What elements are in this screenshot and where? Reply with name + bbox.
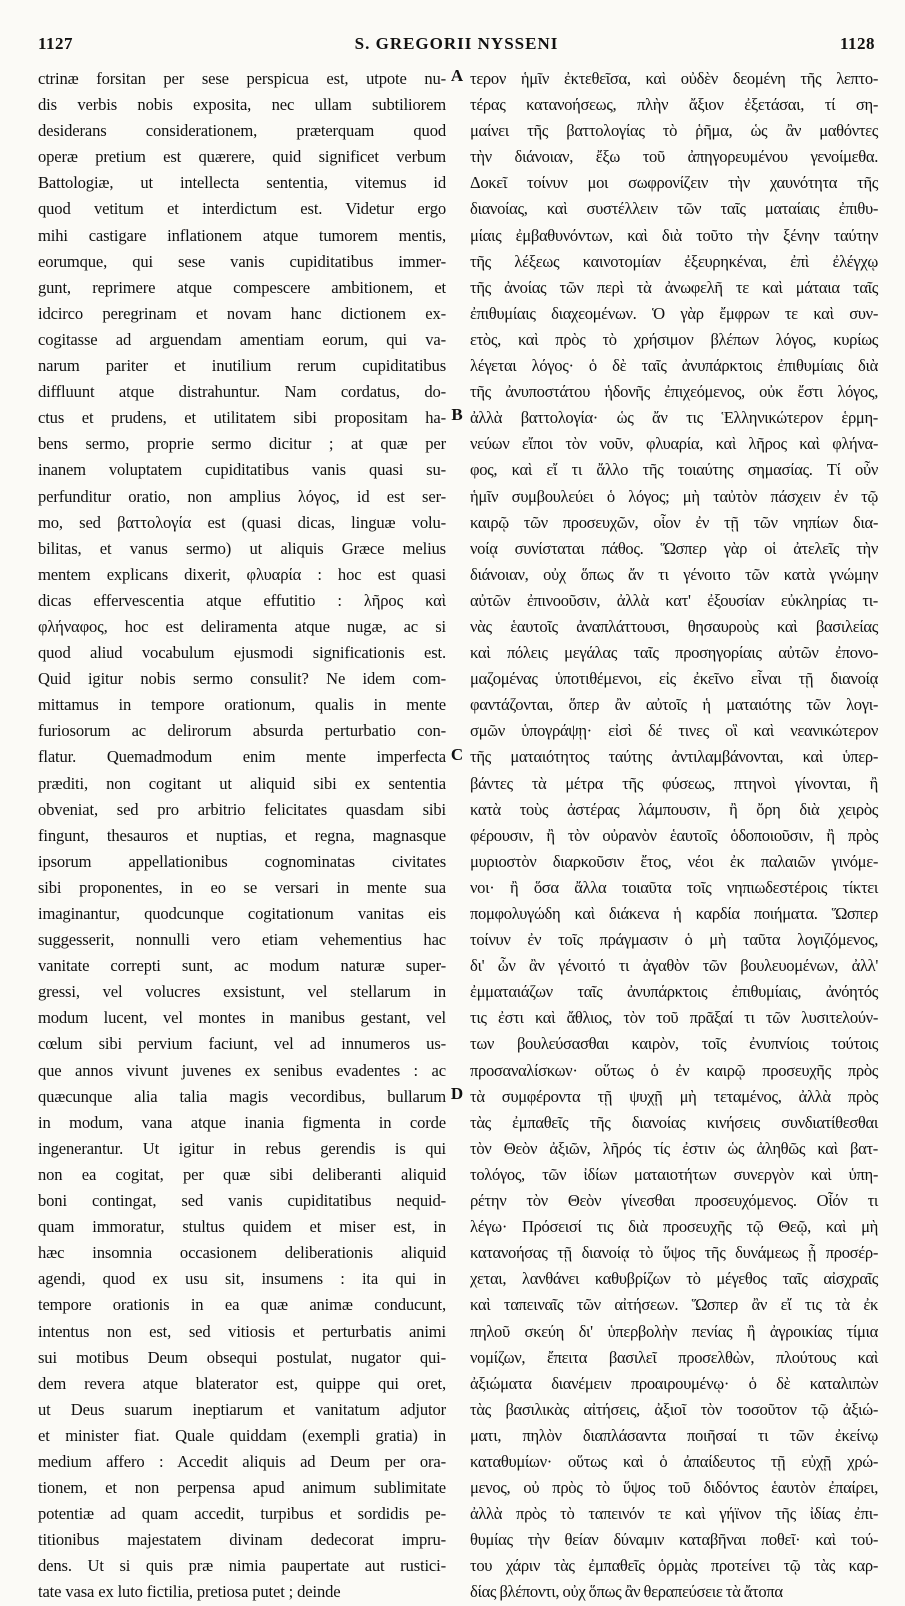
latin-text-line: tempore orationis in ea quæ animæ conducunt, xyxy=(38,1295,446,1315)
greek-text-line: των βουλεύσασθαι καιρὸν, τοῖς ἐνυπνίοις τούτοις xyxy=(470,1034,878,1054)
latin-text-line: ut Deus suarum ineptiarum et vanitatum adjutor xyxy=(38,1399,446,1419)
latin-text-line: ctus et prudens, et utilitatem sibi propositam ha- xyxy=(38,408,446,428)
latin-text-line: desiderans considerationem, præterquam quod xyxy=(38,121,446,141)
latin-text-line: mo, sed βαττολογία est (quasi dicas, linguæ volu- xyxy=(38,512,446,532)
latin-text-line: quam immoratur, stultus quidem et miser est, in xyxy=(38,1217,446,1237)
greek-text-line: προσαναλίσκων· οὕτως ὁ ἐν καιρῷ προσευχῆς πρὸς xyxy=(470,1060,878,1080)
greek-text-line: ἀλλὰ πρὸς τὸ ταπεινόν τε καὶ γήϊνον τῆς ἰδίας ἐπι- xyxy=(470,1504,878,1524)
latin-text-line: suggesserit, nonnulli vero etiam vehementius hac xyxy=(38,930,446,950)
latin-text-line: Battologiæ, ut intellecta sententia, vitemus id xyxy=(38,173,446,193)
greek-text-line: μενος, οὐ πρὸς τὸ ὕψος τοῦ διδόντος ἑαυτὸν ἐπαίρει, xyxy=(470,1478,878,1498)
latin-text-line: mittamus in tempore orationum, qualis in mente xyxy=(38,695,446,715)
latin-text-line: et minister fiat. Quale quiddam (exempli gratia) in xyxy=(38,1425,446,1445)
margin-marker-d: D xyxy=(450,1084,464,1103)
greek-text-line: φαντάζονται, ὅπερ ἂν αὐτοῖς ἡ ματαιότης τῶν λογι- xyxy=(470,695,878,715)
latin-text-line: φλήναφος, hoc est deliramenta atque nugæ, ac si xyxy=(38,616,446,636)
latin-column xyxy=(38,66,446,1602)
latin-text-line: cogitasse ad arguendam amentiam eorum, qui va- xyxy=(38,329,446,349)
greek-text-line: κατὰ τοὺς ἀστέρας λάμπουσιν, ἢ ὄρη διὰ χειρὸς xyxy=(470,799,878,819)
latin-text-line: obveniat, sed pro arbitrio felicitates quasdam sibi xyxy=(38,799,446,819)
greek-text-line: μίαις ἐμβαθυνόντων, καὶ διὰ τοῦτο τὴν ξένην ταύτην xyxy=(470,225,878,245)
greek-text-line: πομφολυγώδη καὶ διάκενα ἡ καρδία ποιήματα. Ὥσπερ xyxy=(470,904,878,923)
greek-text-line: τὰς ἐμπαθεῖς τῆς διανοίας κινήσεις συνδιατίθεσθαι xyxy=(470,1112,878,1132)
latin-text-line: titionibus majestatem divinam dedecorat impru- xyxy=(38,1530,446,1550)
greek-text-line: τὰ συμφέροντα τῇ ψυχῇ μὴ τεταμένος, ἀλλὰ πρὸς xyxy=(470,1086,878,1106)
greek-text-line: τὴν διάνοιαν, ἔξω τοῦ ἀπηγορευμένου γενοίμεθα. xyxy=(470,147,878,167)
latin-text-line: imaginantur, quodcunque cogitationum vanitas eis xyxy=(38,904,446,923)
greek-text-line: ετὸς, καὶ πρὸς τὸ χρήσιμον βλέπων λόγος, κυρίως xyxy=(470,329,878,349)
greek-text-line: θυμίας τὴν θείαν δύναμιν καταβῆναι ποθεῖ· καὶ τού- xyxy=(470,1530,878,1550)
latin-text-line: quæcunque alia talia magis vecordibus, bullarum xyxy=(38,1086,446,1106)
greek-text-line: τῆς ἀνυποστάτου ἡδονῆς ἐπιχεόμενος, οὐκ ἔστι λόγος, xyxy=(470,382,878,402)
greek-text-line: καταθυμίων· οὕτως καὶ ὁ ἀπαίδευτος τῇ εὐχῇ χρώ- xyxy=(470,1451,878,1471)
greek-text-line: του χάριν τὰς ἐμπαθεῖς ὁρμὰς προτείνει τῷ τὰς καρ- xyxy=(470,1556,878,1576)
latin-text-line: dis verbis nobis exposita, nec ullam subtiliorem xyxy=(38,95,446,115)
latin-text-line: mihi castigare inflationem atque tumorem mentis, xyxy=(38,225,446,245)
latin-text-line: gressi, vel volucres exsistunt, vel stellarum in xyxy=(38,982,446,1002)
latin-text-line: furiosorum ac delirorum absurda perturbatio con- xyxy=(38,721,446,741)
greek-text-line: νομίζων, ἔπειτα βασιλεῖ προσελθὼν, πλούτους καὶ xyxy=(470,1347,878,1367)
margin-marker-b: B xyxy=(451,405,463,424)
latin-text-line: vanitate correpti sunt, ac modum naturæ super- xyxy=(38,956,446,976)
latin-text-line: perfunditur oratio, non amplius λόγος, id est ser- xyxy=(38,486,446,506)
greek-text-line: ρέτην τὸν Θεὸν γίνεσθαι προσευχόμενος. Οἷόν τι xyxy=(470,1191,878,1211)
latin-text-line: eorumque, qui sese vanis cupiditatibus immer- xyxy=(38,251,446,271)
latin-text-line: hæc insomnia occasionem deliberationis aliquid xyxy=(38,1243,446,1263)
latin-text-line: gunt, reprimere atque compescere ambitionem, et xyxy=(38,277,446,297)
greek-text-line: λέγω· Πρόσεισί τις διὰ προσευχῆς τῷ Θεῷ, καὶ μὴ xyxy=(470,1217,878,1237)
latin-text-line: ctrinæ forsitan per sese perspicua est, utpote nu- xyxy=(38,69,446,88)
greek-text-line: τερον ἡμῖν ἐκτεθεῖσα, καὶ οὐδὲν δεομένη τῆς λεπτο- xyxy=(470,69,878,88)
latin-text-line: modum lucent, vel montes in manibus gestant, vel xyxy=(38,1008,446,1028)
greek-text-line: τὸν Θεὸν ἀξιῶν, λῆρός τίς ἐστιν ὡς ἀληθῶς καὶ βατ- xyxy=(470,1138,878,1158)
greek-text-line: νὰς ἑαυτοῖς ἀναπλάττουσι, θησαυροὺς καὶ βασιλείας xyxy=(470,616,878,636)
greek-text-line: μυριοστὸν διαρκοῦσιν ἔτος, νέοι ἐκ παλαιῶν γινόμε- xyxy=(470,851,878,871)
latin-text-line: dens. Ut si quis præ nimia paupertate aut rustici- xyxy=(38,1556,446,1576)
greek-text-line: ἀξιώματα διανέμειν προαιρουμένῳ· ὁ δὲ καταλιπὼν xyxy=(470,1373,878,1393)
latin-text-line: non ea cogitat, per quæ sibi deliberanti aliquid xyxy=(38,1164,446,1184)
latin-text-line: que annos vivunt juvenes ex senibus evadentes : ac xyxy=(38,1060,446,1080)
greek-text-line: καὶ ταπειναῖς τῶν αἰτήσεων. Ὥσπερ ἂν εἴ τις τὰ ἐκ xyxy=(470,1295,878,1315)
latin-text-line: mentem explicans dixerit, φλυαρία : hoc est quasi xyxy=(38,564,446,584)
greek-text-line: ἐμματαιάζων ταῖς ἀνυπάρκτοις ἐπιθυμίαις, ἀνόητός xyxy=(470,982,878,1002)
greek-text-line: τολόγος, τῶν ἰδίων ματαιοτήτων συνεργὸν καὶ ὑπη- xyxy=(470,1164,878,1184)
greek-text-line: κατανοήσας τῇ διανοίᾳ τὸ ὕψος τῆς δυνάμεως ᾗ προσέρ- xyxy=(470,1243,878,1263)
latin-text-line: tionem, et non perpensa apud animum sublimitate xyxy=(38,1478,446,1498)
greek-text-line: τῆς ματαιότητος ταύτης ἀντιλαμβάνονται, καὶ ὑπερ- xyxy=(470,747,878,767)
greek-text-line: νοι· ἢ ὅσα ἄλλα τοιαῦτα τοῖς νηπιωδεστέροις τίκτει xyxy=(470,877,878,897)
greek-text-line: τὰς βασιλικὰς αἰτήσεις, ἀξιοῖ τὸν τοσοῦτον τῷ ἀξιώ- xyxy=(470,1399,878,1419)
greek-text-line: τέρας κατανοήσεως, πλὴν ἄξιον ἐξετάσαι, τί ση- xyxy=(470,95,878,115)
greek-text-line: καιρῷ τῶν προσευχῶν, οἷον ἐν τῇ τῶν νηπίων δια- xyxy=(470,512,878,532)
latin-text-line: intentus non est, sed vitiosis et perturbatis animi xyxy=(38,1321,446,1341)
latin-text-line: dicas effervescentia atque effutitio : λῆρος καὶ xyxy=(38,590,446,610)
greek-text-line: χεται, λανθάνει καθυβρίζων τὸ μέγεθος ταῖς αἰσχραῖς xyxy=(470,1269,878,1289)
latin-text-line: sibi proponentes, in eo se versari in mente sua xyxy=(38,877,446,897)
latin-text-line: flatur. Quemadmodum enim mente imperfecta xyxy=(38,747,446,767)
greek-text-line: νεύων εἴποι τὸν νοῦν, φλυαρία, καὶ λῆρος καὶ φλήνα- xyxy=(470,434,878,454)
latin-text-line: idcirco peregrinam et novam hanc dictionem ex- xyxy=(38,303,446,323)
greek-text-line: δι' ὧν ἂν γένοιτό τι ἀγαθὸν τῶν βουλευομένων, ἀλλ' xyxy=(470,956,878,976)
greek-text-line: λέγεται λόγος· ὁ δὲ ταῖς ἀνυπάρκτοις ἐπιθυμίαις διὰ xyxy=(470,356,878,376)
greek-text-line: ἀλλὰ βαττολογία· ὡς ἄν τις Ἑλληνικώτερον ἑρμη- xyxy=(470,408,878,428)
latin-text-line: medium affero : Accedit aliquis ad Deum per ora- xyxy=(38,1451,446,1471)
greek-text-line: διανοίας, καὶ συστέλλειν τῶν ταῖς ματαίαις ἐπιθυ- xyxy=(470,199,878,219)
greek-text-line: διάνοιαν, οὐχ ὅπως ἄν τι γένοιτο τῶν κατὰ γνώμην xyxy=(470,564,878,584)
greek-text-line: βάντες τὰ μέτρα τῆς φύσεως, πτηνοὶ γίνονται, ἢ xyxy=(470,773,878,793)
latin-text-line: bens sermo, proprie sermo dicitur ; at quæ per xyxy=(38,434,446,454)
latin-text-line: ingenerantur. Ut igitur in rebus gerendis is qui xyxy=(38,1138,446,1158)
latin-text-line: in modum, vana atque inania figmenta in corde xyxy=(38,1112,446,1132)
latin-text-line: dem revera atque blaterator est, quippe qui oret, xyxy=(38,1373,446,1393)
running-title: S. GREGORII NYSSENI xyxy=(354,34,559,53)
greek-text-line: μαίνει τῆς βαττολογίας τὸ ῥῆμα, ὡς ἂν μαθόντες xyxy=(470,121,878,141)
latin-text-line: sui motibus Deum obsequi postulat, nugator qui- xyxy=(38,1347,446,1367)
latin-text-line: fingunt, thesauros et nuptias, et regna, magnasque xyxy=(38,825,446,845)
page-number-right: 1128 xyxy=(839,34,875,53)
latin-text-line: cœlum sibi pervium faciunt, vel ad innumeros us- xyxy=(38,1034,446,1054)
latin-text-line: præditi, non cogitant ut aliquid sibi ex sententia xyxy=(38,773,446,793)
greek-text-line: σμῶν ὑπογράψῃ· εἰσὶ δέ τινες οἳ καὶ νεανικώτερον xyxy=(470,721,878,741)
greek-text-line: τοίνυν ἐν τοῖς πράγμασιν ὁ μὴ ταῦτα λογιζόμενος, xyxy=(470,930,878,950)
latin-text-line: tate vasa ex luto fictilia, pretiosa putet ; deinde xyxy=(38,1582,341,1602)
greek-text-line: πηλοῦ σκεύη δι' ὑπερβολὴν πενίας ἢ ἀγροικίας τίμια xyxy=(470,1321,878,1341)
greek-text-line: τῆς λέξεως καινοτομίαν ἐξευρηκέναι, ἐπὶ ἐλέγχῳ xyxy=(470,251,878,271)
latin-text-line: diffluunt atque distrahuntur. Nam cordatus, do- xyxy=(38,382,446,402)
latin-text-line: quod vetitum et interdictum est. Videtur ergo xyxy=(38,199,446,219)
greek-text-line: αὐτῶν ἐπινοοῦσιν, ἀλλὰ κατ' ἐξουσίαν εὐκληρίας τι- xyxy=(470,590,878,610)
greek-text-line: τῆς ἀνοίας τῶν περὶ τὰ ἀνωφελῆ τε καὶ μάταια ταῖς xyxy=(470,277,878,297)
margin-marker-a: A xyxy=(450,66,464,85)
latin-text-line: ipsorum appellationibus cognominatas civitates xyxy=(38,851,446,871)
latin-text-line: potentiæ ad quam accedit, turpibus et sordidis pe- xyxy=(38,1504,446,1524)
latin-text-line: narum pariter et inutilium rerum cupiditatibus xyxy=(38,356,446,376)
latin-text-line: agendi, quod ex usu sit, insumens : ita qui in xyxy=(38,1269,446,1289)
greek-text-line: δίας βλέποντι, οὐχ ὅπως ἂν θεραπεύσειε τὰ ἄτοπα xyxy=(470,1582,783,1602)
greek-text-line: τις ἐστι καὶ ἄθλιος, τὸν τοῦ πρᾶξαί τι τῶν λυσιτελούν- xyxy=(470,1008,878,1028)
greek-text-line: φέρουσιν, ἢ τὸν οὐρανὸν ἑαυτοῖς ὁδοποιοῦσιν, ἢ πρὸς xyxy=(470,825,878,845)
greek-column xyxy=(470,66,878,1602)
greek-text-line: ἐπιθυμίαις διαχεομένων. Ὁ γὰρ ἔμφρων τε καὶ συν- xyxy=(470,303,878,323)
margin-marker-c: C xyxy=(450,745,464,764)
greek-text-line: ματι, πηλὸν διαπλάσαντα ποιῆσαί τι τῶν ἐκείνῳ xyxy=(470,1425,878,1445)
latin-text-line: operæ pretium est quærere, quid significet verbum xyxy=(38,147,446,167)
latin-text-line: Quid igitur nobis sermo consulit? Ne idem com- xyxy=(38,669,446,689)
greek-text-line: φος, καὶ εἴ τι ἄλλο τῆς τοιαύτης σημασίας. Τί οὖν xyxy=(470,460,878,480)
latin-text-line: boni contingat, sed vanis cupiditatibus nequid- xyxy=(38,1191,446,1211)
page-header xyxy=(38,34,875,56)
greek-text-line: καὶ πόλεις μεγάλας ταῖς προσηγορίαις αὐτῶν ἐπονο- xyxy=(470,643,878,663)
greek-text-line: ἡμῖν συμβουλεύει ὁ λόγος; μὴ ταὐτὸν πάσχειν ἐν τῷ xyxy=(470,486,878,506)
greek-text-line: Δοκεῖ τοίνυν μοι σωφρονίζειν τὴν χαυνότητα τῆς xyxy=(470,173,878,193)
greek-text-line: μαζομένας ὑποτιθέμενοι, εἰς ἐκεῖνο εἶναι τῇ διανοίᾳ xyxy=(470,669,878,689)
latin-text-line: inanem voluptatem cupiditatibus vanis quasi su- xyxy=(38,460,446,480)
page-number-left: 1127 xyxy=(38,34,74,53)
latin-text-line: quod aliud vocabulum ejusmodi significationis est. xyxy=(38,643,446,663)
latin-text-line: bilitas, et vanus sermo) ut aliquis Græce melius xyxy=(38,538,446,558)
greek-text-line: νοίᾳ συνίσταται πάθος. Ὥσπερ γὰρ οἱ ἀτελεῖς τὴν xyxy=(470,538,878,558)
